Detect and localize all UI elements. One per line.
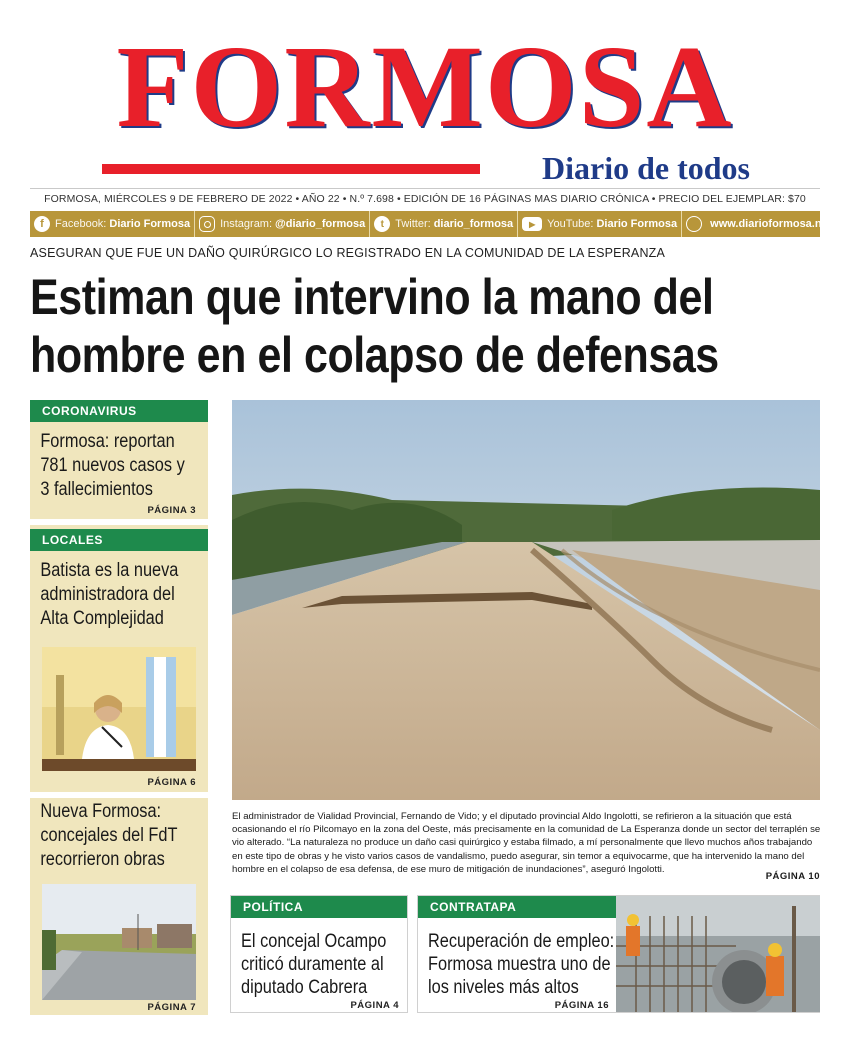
story-locales[interactable] <box>30 529 208 791</box>
twitter-icon: t <box>374 216 390 232</box>
story-nueva-formosa[interactable] <box>30 798 208 1015</box>
dateline: FORMOSA, MIÉRCOLES 9 DE FEBRERO DE 2022 • AÑO 22 • N.º 7.698 • EDICIÓN DE 16 PÁGINAS MAS DIARIO CRÓNICA • PRECIO DEL EJEMPLAR: $70 <box>44 193 806 205</box>
story-title: Batista es la nueva administradora del Alta Complejidad <box>40 560 179 629</box>
photo-contratapa <box>616 896 820 1012</box>
story-title: El concejal Ocampo criticó duramente al diputado Cabrera <box>241 931 387 998</box>
globe-icon <box>686 216 702 232</box>
social-twitter-prefix: Twitter: <box>395 218 431 230</box>
newspaper-slogan: Diario de todos <box>542 150 750 186</box>
social-facebook-link[interactable] <box>30 211 195 237</box>
story-contratapa[interactable] <box>417 895 820 1013</box>
story-title: Formosa: reportan 781 nuevos casos y 3 fallecimientos <box>40 431 185 500</box>
main-headline-line-2: hombre en el colapso de defensas <box>30 327 719 383</box>
story-politica[interactable] <box>230 895 408 1013</box>
section-label-coronavirus: CORONAVIRUS <box>30 400 208 422</box>
page-reference: PÁGINA 6 <box>147 777 196 788</box>
photo-nueva-formosa-image <box>42 884 196 1000</box>
section-label-politica: POLÍTICA <box>231 896 407 918</box>
photo-batista-image <box>42 647 196 771</box>
social-website-value: www.diarioformosa.net <box>710 218 832 230</box>
left-sidebar <box>30 400 208 1015</box>
social-twitter-value: diario_formosa <box>433 218 514 230</box>
story-coronavirus[interactable] <box>30 400 208 518</box>
photo-batista <box>42 647 196 771</box>
logo-red-bar <box>102 164 480 174</box>
main-headline[interactable] <box>30 268 819 384</box>
social-website-link[interactable] <box>682 211 835 237</box>
main-photo-image <box>232 400 820 800</box>
social-facebook-prefix: Facebook: <box>55 218 107 230</box>
main-headline-line-1: Estiman que intervino la mano del <box>30 269 714 325</box>
social-instagram-value: @diario_formosa <box>275 218 366 230</box>
divider <box>30 519 208 525</box>
page-reference: PÁGINA 4 <box>350 1000 399 1011</box>
page-reference: PÁGINA 7 <box>147 1002 196 1013</box>
section-label-contratapa: CONTRATAPA <box>418 896 616 918</box>
story-title: Nueva Formosa: concejales del FdT recorrieron obras <box>40 801 178 870</box>
photo-nueva-formosa <box>42 884 196 1000</box>
header-divider <box>30 188 820 189</box>
photo-contratapa-image <box>616 896 820 1012</box>
newspaper-logo: FORMOSA <box>116 21 734 152</box>
section-label-locales: LOCALES <box>30 529 208 551</box>
main-photo-caption: El administrador de Vialidad Provincial, Fernando de Vido; y el diputado provincial Aldo Ingolotti, se refirieron a la situación que está ocasionando el río Pilcomayo en la zona del Oeste, más precisamente en la comunidad de La Esperanza donde un sector del terraplén se vio alterado. “La naturaleza no produce un daño casi quirúrgico y estaba filmado, a mí personalmente que llevo muchos años trabajando en este tipo de obras y he visto varios casos de vandalismo, puedo asegurar, sin temor a equivocarme, que ha intervenido la mano del hombre en el colapso de esa defensa, de ese muro de mitigación de inundaciones”, aseguró Ingolotti. <box>232 811 821 875</box>
facebook-icon: f <box>34 216 50 232</box>
social-instagram-prefix: Instagram: <box>220 218 273 230</box>
page-reference: PÁGINA 3 <box>147 505 196 516</box>
social-youtube-value: Diario Formosa <box>596 218 678 230</box>
social-facebook-value: Diario Formosa <box>109 218 191 230</box>
social-bar <box>30 211 832 237</box>
social-instagram-link[interactable] <box>195 211 370 237</box>
instagram-icon <box>199 216 215 232</box>
youtube-icon: ▶ <box>522 217 542 231</box>
story-title: Recuperación de empleo: Formosa muestra uno de los niveles más altos <box>428 931 615 998</box>
social-twitter-link[interactable] <box>370 211 518 237</box>
page-reference: PÁGINA 10 <box>765 871 820 882</box>
page-reference: PÁGINA 16 <box>554 1000 609 1011</box>
masthead <box>100 21 750 186</box>
main-photo <box>232 400 820 800</box>
social-youtube-link[interactable] <box>518 211 682 237</box>
main-story-kicker: ASEGURAN QUE FUE UN DAÑO QUIRÚRGICO LO REGISTRADO EN LA COMUNIDAD DE LA ESPERANZA <box>30 246 666 260</box>
social-youtube-prefix: YouTube: <box>547 218 594 230</box>
